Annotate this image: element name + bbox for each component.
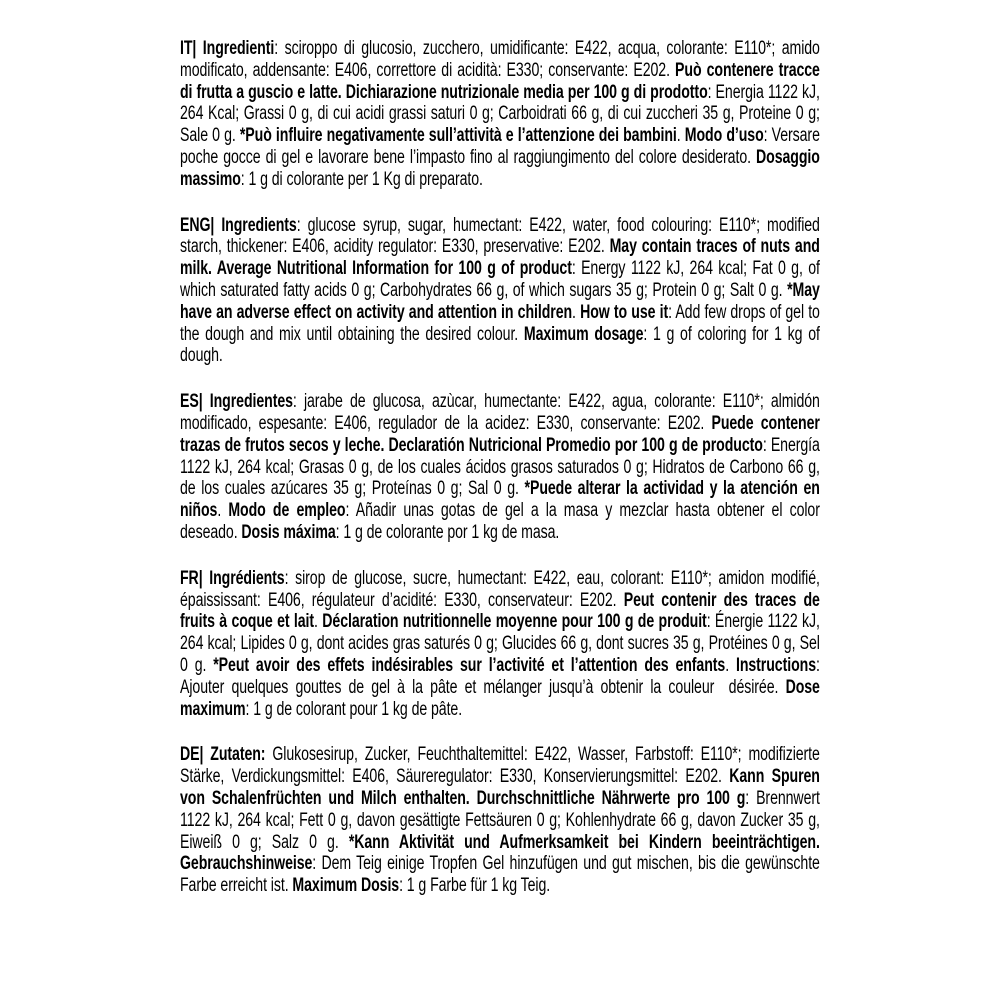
bold-text-segment: Dosis máxima (241, 521, 336, 543)
text-segment: : 1 g de colorant pour 1 kg de pâte. (245, 698, 463, 720)
ingredients-section-de (180, 744, 820, 897)
text-segment: : Añadir unas gotas de gel a la masa y mezclar hasta obtener el color deseado. (180, 500, 820, 543)
text-segment: : Energy 1122 kJ, 264 kcal; Fat 0 g, of which saturated fatty acids 0 g; Carbohydrates 66 g, of which sugars 35 g; Protein 0 g; Salt 0 g. (180, 258, 820, 301)
text-segment: . (725, 654, 736, 676)
text-segment: : Energía 1122 kJ, 264 kcal; Grasas 0 g, de los cuales ácidos grasos saturados 0 g; Hidratos de Carbono 66 g, de los cuales azúcares 35 g; Proteínas 0 g; Sal 0 g. (180, 434, 820, 500)
bold-text-segment: Modo d’uso (684, 125, 764, 147)
bold-text-segment: ENG| Ingredients (180, 214, 297, 236)
text-segment: . (217, 500, 229, 522)
text-segment: : glucose syrup, sugar, humectant: E422, water, food colouring: E110*; modified starch, thickener: E406, acidity regulator: E330, preservative: E202. (180, 214, 820, 258)
bold-text-segment: Instructions (735, 654, 816, 676)
bold-text-segment: Déclaration nutritionnelle moyenne pour 100 g de produit (322, 611, 707, 633)
text-segment: . (572, 301, 581, 323)
bold-text-segment: How to use it (580, 301, 669, 323)
bold-text-segment: *Kann Aktivität und Aufmerksamkeit bei Kindern beeinträchtigen. Gebrauchshinweise (180, 831, 820, 875)
bold-text-segment: *Può influire negativamente sull’attività e l’attenzione dei bambini (239, 125, 677, 147)
text-segment: : 1 g de colorante por 1 kg de masa. (335, 521, 560, 543)
bold-text-segment: Kann Spuren von Schalenfrüchten und Milch enthalten. Durchschnittliche Nährwerte pro 100 g (180, 766, 820, 809)
bold-text-segment: IT| Ingredienti (180, 38, 275, 59)
text-segment: : Brennwert 1122 kJ, 264 kcal; Fett 0 g, davon gesättigte Fettsäuren 0 g; Kohlenhydrate 66 g, davon Zucker 35 g, Eiweiß 0 g; Salz 0 g. (180, 787, 820, 853)
bold-text-segment: Peut contenir des traces de fruits à coque et lait (180, 589, 820, 633)
text-segment: Glukosesirup, Zucker, Feuchthaltemittel: E422, Wasser, Farbstoff: E110*; modifizierte Stärke, Verdickungsmittel: E406, Säureregulator: E330, Konservierungsmittel: E202. (180, 744, 820, 788)
bold-text-segment: May contain traces of nuts and milk. Average Nutritional Information for 100 g of product (180, 236, 820, 280)
text-segment: : Dem Teig einige Tropfen Gel hinzufügen und gut mischen, bis die gewünschte Farbe erreicht ist. (180, 853, 820, 897)
text-segment: : 1 g di colorante per 1 Kg di preparato. (240, 168, 483, 190)
text-segment: : jarabe de glucosa, azùcar, humectante: E422, agua, colorante: E110*; almidón modificado, espesante: E406, regulador de la acidez: E330, conservante: E202. (180, 391, 820, 434)
bold-text-segment: Può contenere tracce di frutta a guscio e latte. Dichiarazione nutrizionale media per 100 g di prodotto (180, 59, 820, 103)
ingredients-section-fr (180, 568, 820, 721)
ingredients-section-eng (180, 215, 820, 368)
text-segment: : 1 g Farbe für 1 kg Teig. (399, 875, 551, 897)
bold-text-segment: DE| Zutaten: (180, 744, 266, 766)
text-segment: : Add few drops of gel to the dough and mix until obtaining the desired colour. (180, 301, 820, 345)
text-segment: : Ajouter quelques gouttes de gel à la pâte et mélanger jusqu’à obtenir la couleur désirée. (180, 654, 820, 698)
bold-text-segment: ES| Ingredientes (180, 391, 293, 413)
bold-text-segment: *Peut avoir des effets indésirables sur l’activité et l’attention des enfants (213, 654, 726, 676)
bold-text-segment: Maximum dosage (523, 323, 644, 345)
bold-text-segment: FR| Ingrédients (180, 567, 285, 589)
text-segment: . (314, 611, 323, 633)
ingredients-section-it (180, 38, 820, 191)
text-segment: : sciroppo di glucosio, zucchero, umidificante: E422, acqua, colorante: E110*; amido modificato, addensante: E406, correttore di acidità: E330; conservante: E202. (180, 38, 820, 81)
bold-text-segment: Puede contener trazas de frutos secos y leche. Declaratión Nutricional Promedio por 100 g de producto (180, 412, 820, 456)
ingredient-label (180, 38, 820, 921)
text-segment: : Énergie 1122 kJ, 264 kcal; Lipides 0 g, dont acides gras saturés 0 g; Glucides 66 g, dont sucres 35 g, Protéines 0 g, Sel 0 g. (180, 611, 820, 676)
bold-text-segment: Dose maximum (180, 676, 820, 720)
text-segment: : 1 g of coloring for 1 kg of dough. (180, 323, 820, 367)
text-segment: : Energia 1122 kJ, 264 Kcal; Grassi 0 g, di cui acidi grassi saturi 0 g; Carboidrati 66 g, di cui zuccheri 35 g, Proteine 0 g; Sale 0 g. (180, 81, 820, 147)
bold-text-segment: Modo de empleo (228, 500, 346, 522)
text-segment: : sirop de glucose, sucre, humectant: E422, eau, colorant: E110*; amidon modifié, épaississant: E406, régulateur d’acidité: E330, conservateur: E202. (180, 567, 820, 611)
bold-text-segment: Dosaggio massimo (180, 146, 820, 190)
bold-text-segment: Maximum Dosis (292, 875, 400, 897)
label-text-block (180, 38, 820, 897)
bold-text-segment: *Puede alterar la actividad y la atención en niños (180, 478, 820, 522)
text-segment: . (676, 125, 685, 147)
ingredients-section-es (180, 391, 820, 544)
bold-text-segment: *May have an adverse effect on activity and attention in children (180, 279, 820, 323)
text-segment: : Versare poche gocce di gel e lavorare bene l’impasto fino al raggiungimento del colore desiderato. (180, 125, 820, 168)
